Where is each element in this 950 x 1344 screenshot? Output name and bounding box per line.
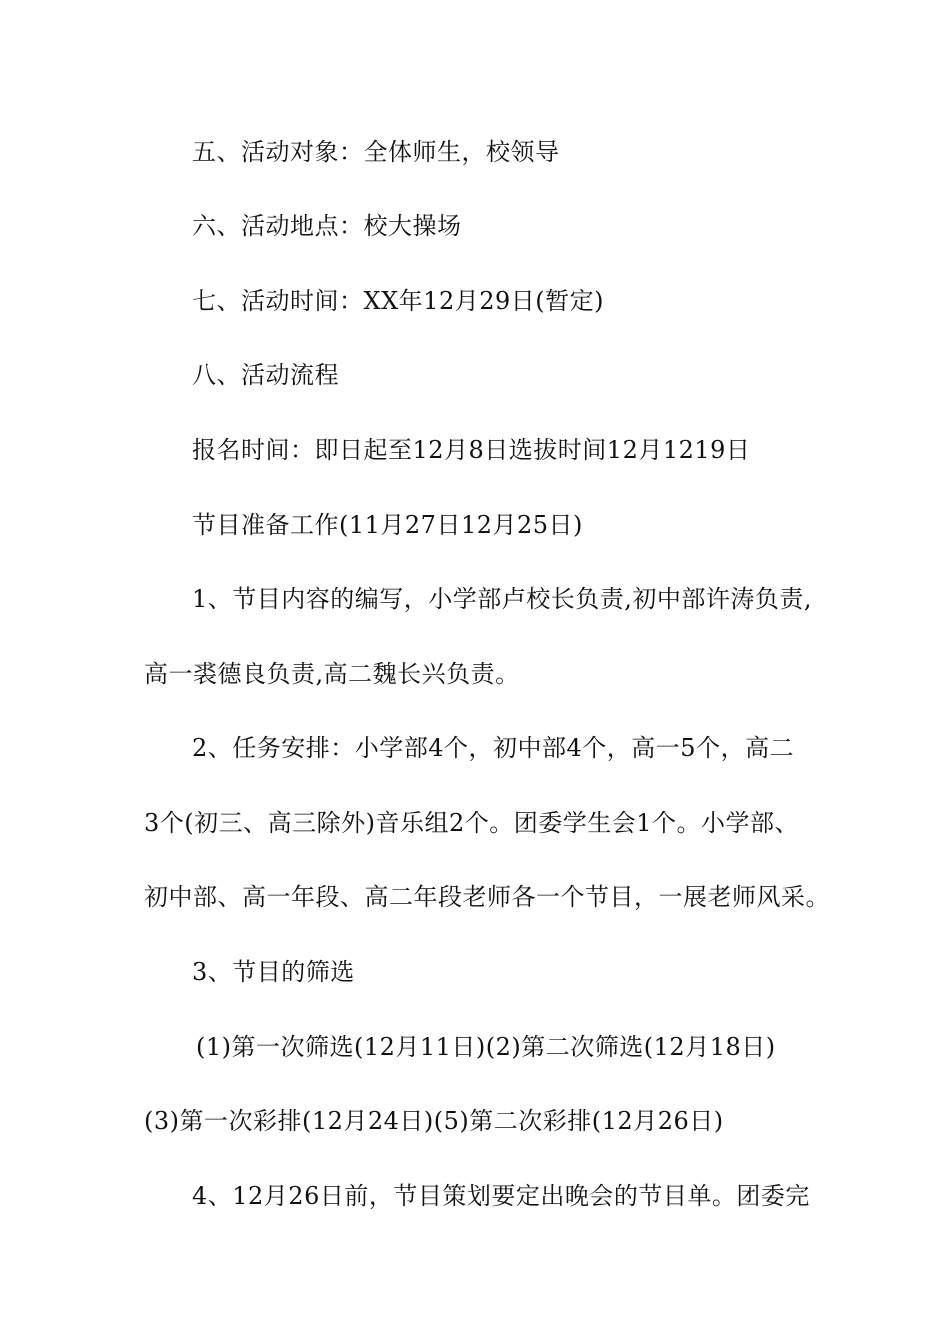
- item-two-line-three: 初中部、高一年段、高二年段老师各一个节目，一展老师风采。: [144, 883, 830, 911]
- item-two-line-one: 2、任务安排：小学部4个，初中部4个，高一5个，高二: [192, 734, 795, 762]
- item-one-line-one: 1、节目内容的编写，小学部卢校长负责,初中部许涛负责,: [192, 585, 813, 613]
- program-preparation: 节目准备工作(11月27日12月25日): [192, 511, 583, 539]
- section-six-location: 六、活动地点：校大操场: [192, 212, 462, 240]
- item-two-line-two: 3个(初三、高三除外)音乐组2个。团委学生会1个。小学部、: [144, 809, 800, 837]
- screening-schedule-line-two: (3)第一次彩排(12月24日)(5)第二次彩排(12月26日): [144, 1107, 724, 1135]
- item-one-line-two: 高一裘德良负责,高二魏长兴负责。: [144, 660, 520, 688]
- registration-time: 报名时间：即日起至12月8日选拔时间12月1219日: [192, 436, 751, 464]
- screening-schedule-line-one: (1)第一次筛选(12月11日)(2)第二次筛选(12月18日): [196, 1033, 776, 1061]
- item-four-line-one: 4、12月26日前，节目策划要定出晚会的节目单。团委完: [192, 1182, 810, 1210]
- item-three-heading: 3、节目的筛选: [192, 958, 355, 986]
- section-eight-process: 八、活动流程: [192, 361, 339, 389]
- section-five-target-audience: 五、活动对象：全体师生，校领导: [192, 138, 560, 166]
- section-seven-time: 七、活动时间：XX年12月29日(暂定): [192, 287, 604, 315]
